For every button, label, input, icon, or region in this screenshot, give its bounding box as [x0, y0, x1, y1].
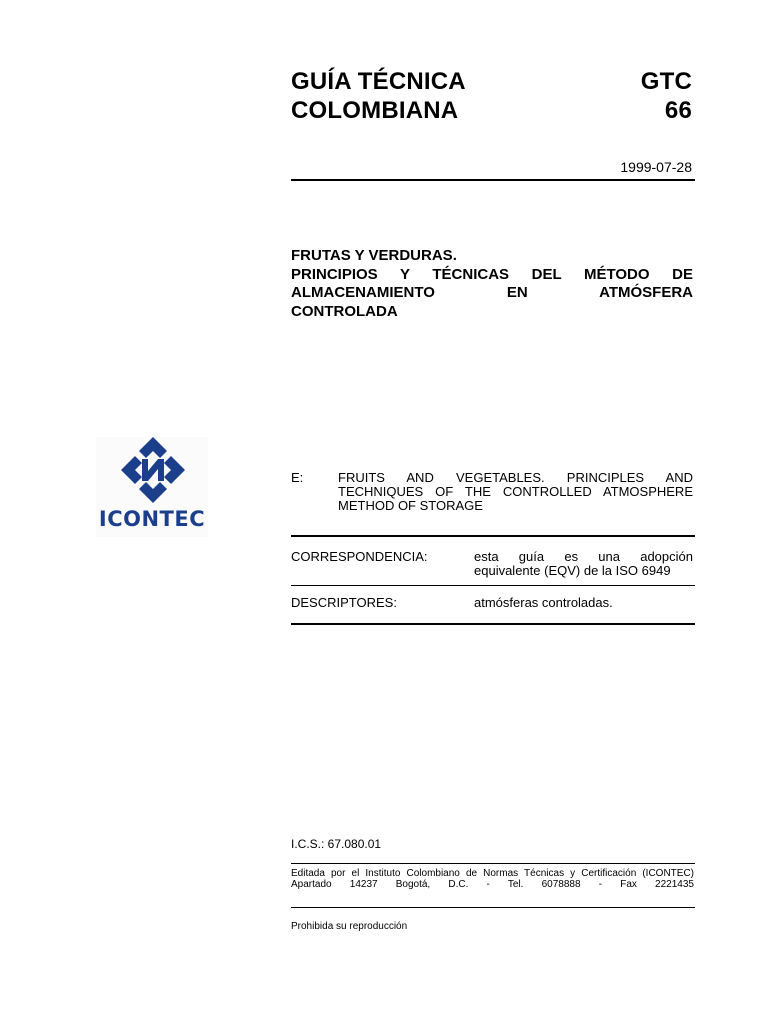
- english-title: [338, 471, 693, 513]
- publisher-line1: Editada por el Instituto Colombiano de Normas Técnicas y Certificación (ICONTEC): [291, 868, 694, 879]
- title-divider: [291, 179, 695, 181]
- publisher-line2: Apartado 14237 Bogotá, D.C. - Tel. 6078888 - Fax 2221435: [291, 879, 694, 890]
- descriptores-value: atmósferas controladas.: [474, 595, 613, 610]
- document-title-line1: GUÍA TÉCNICA: [291, 68, 466, 95]
- correspondencia-line2: equivalente (EQV) de la ISO 6949: [474, 563, 671, 578]
- icontec-logo-text: ICONTEC: [98, 507, 206, 531]
- icontec-logo: [96, 437, 208, 537]
- icontec-emblem-icon: [96, 437, 208, 503]
- publisher-divider: [291, 907, 695, 908]
- correspondencia-label: CORRESPONDENCIA:: [291, 549, 428, 564]
- ics-divider: [291, 863, 695, 864]
- publisher-info: [291, 868, 694, 890]
- correspondencia-divider: [291, 585, 695, 586]
- correspondencia-line1: esta guía es una adopción: [474, 549, 693, 564]
- subject-line1: FRUTAS Y VERDURAS.: [291, 247, 457, 264]
- descriptores-divider: [291, 623, 695, 625]
- descriptores-label: DESCRIPTORES:: [291, 595, 397, 610]
- document-code-line1: GTC: [640, 68, 692, 95]
- subject-line2: PRINCIPIOS Y TÉCNICAS DEL MÉTODO DE: [291, 265, 693, 283]
- english-divider: [291, 535, 695, 537]
- english-line2: TECHNIQUES OF THE CONTROLLED ATMOSPHERE: [338, 484, 693, 499]
- reproduction-notice: Prohibida su reproducción: [291, 921, 408, 932]
- english-line1: FRUITS AND VEGETABLES. PRINCIPLES AND: [338, 470, 693, 485]
- document-title-line2: COLOMBIANA: [291, 97, 459, 124]
- english-prefix: E:: [291, 470, 304, 485]
- ics-code: I.C.S.: 67.080.01: [291, 837, 382, 851]
- document-code-line2: 66: [664, 97, 692, 124]
- subject-line3: ALMACENAMIENTO EN ATMÓSFERA: [291, 284, 693, 301]
- english-line3: METHOD OF STORAGE: [338, 498, 483, 513]
- document-date: 1999-07-28: [620, 159, 692, 175]
- subject-block: [291, 247, 693, 321]
- subject-line4: CONTROLADA: [291, 302, 398, 320]
- correspondencia-value: [474, 550, 693, 578]
